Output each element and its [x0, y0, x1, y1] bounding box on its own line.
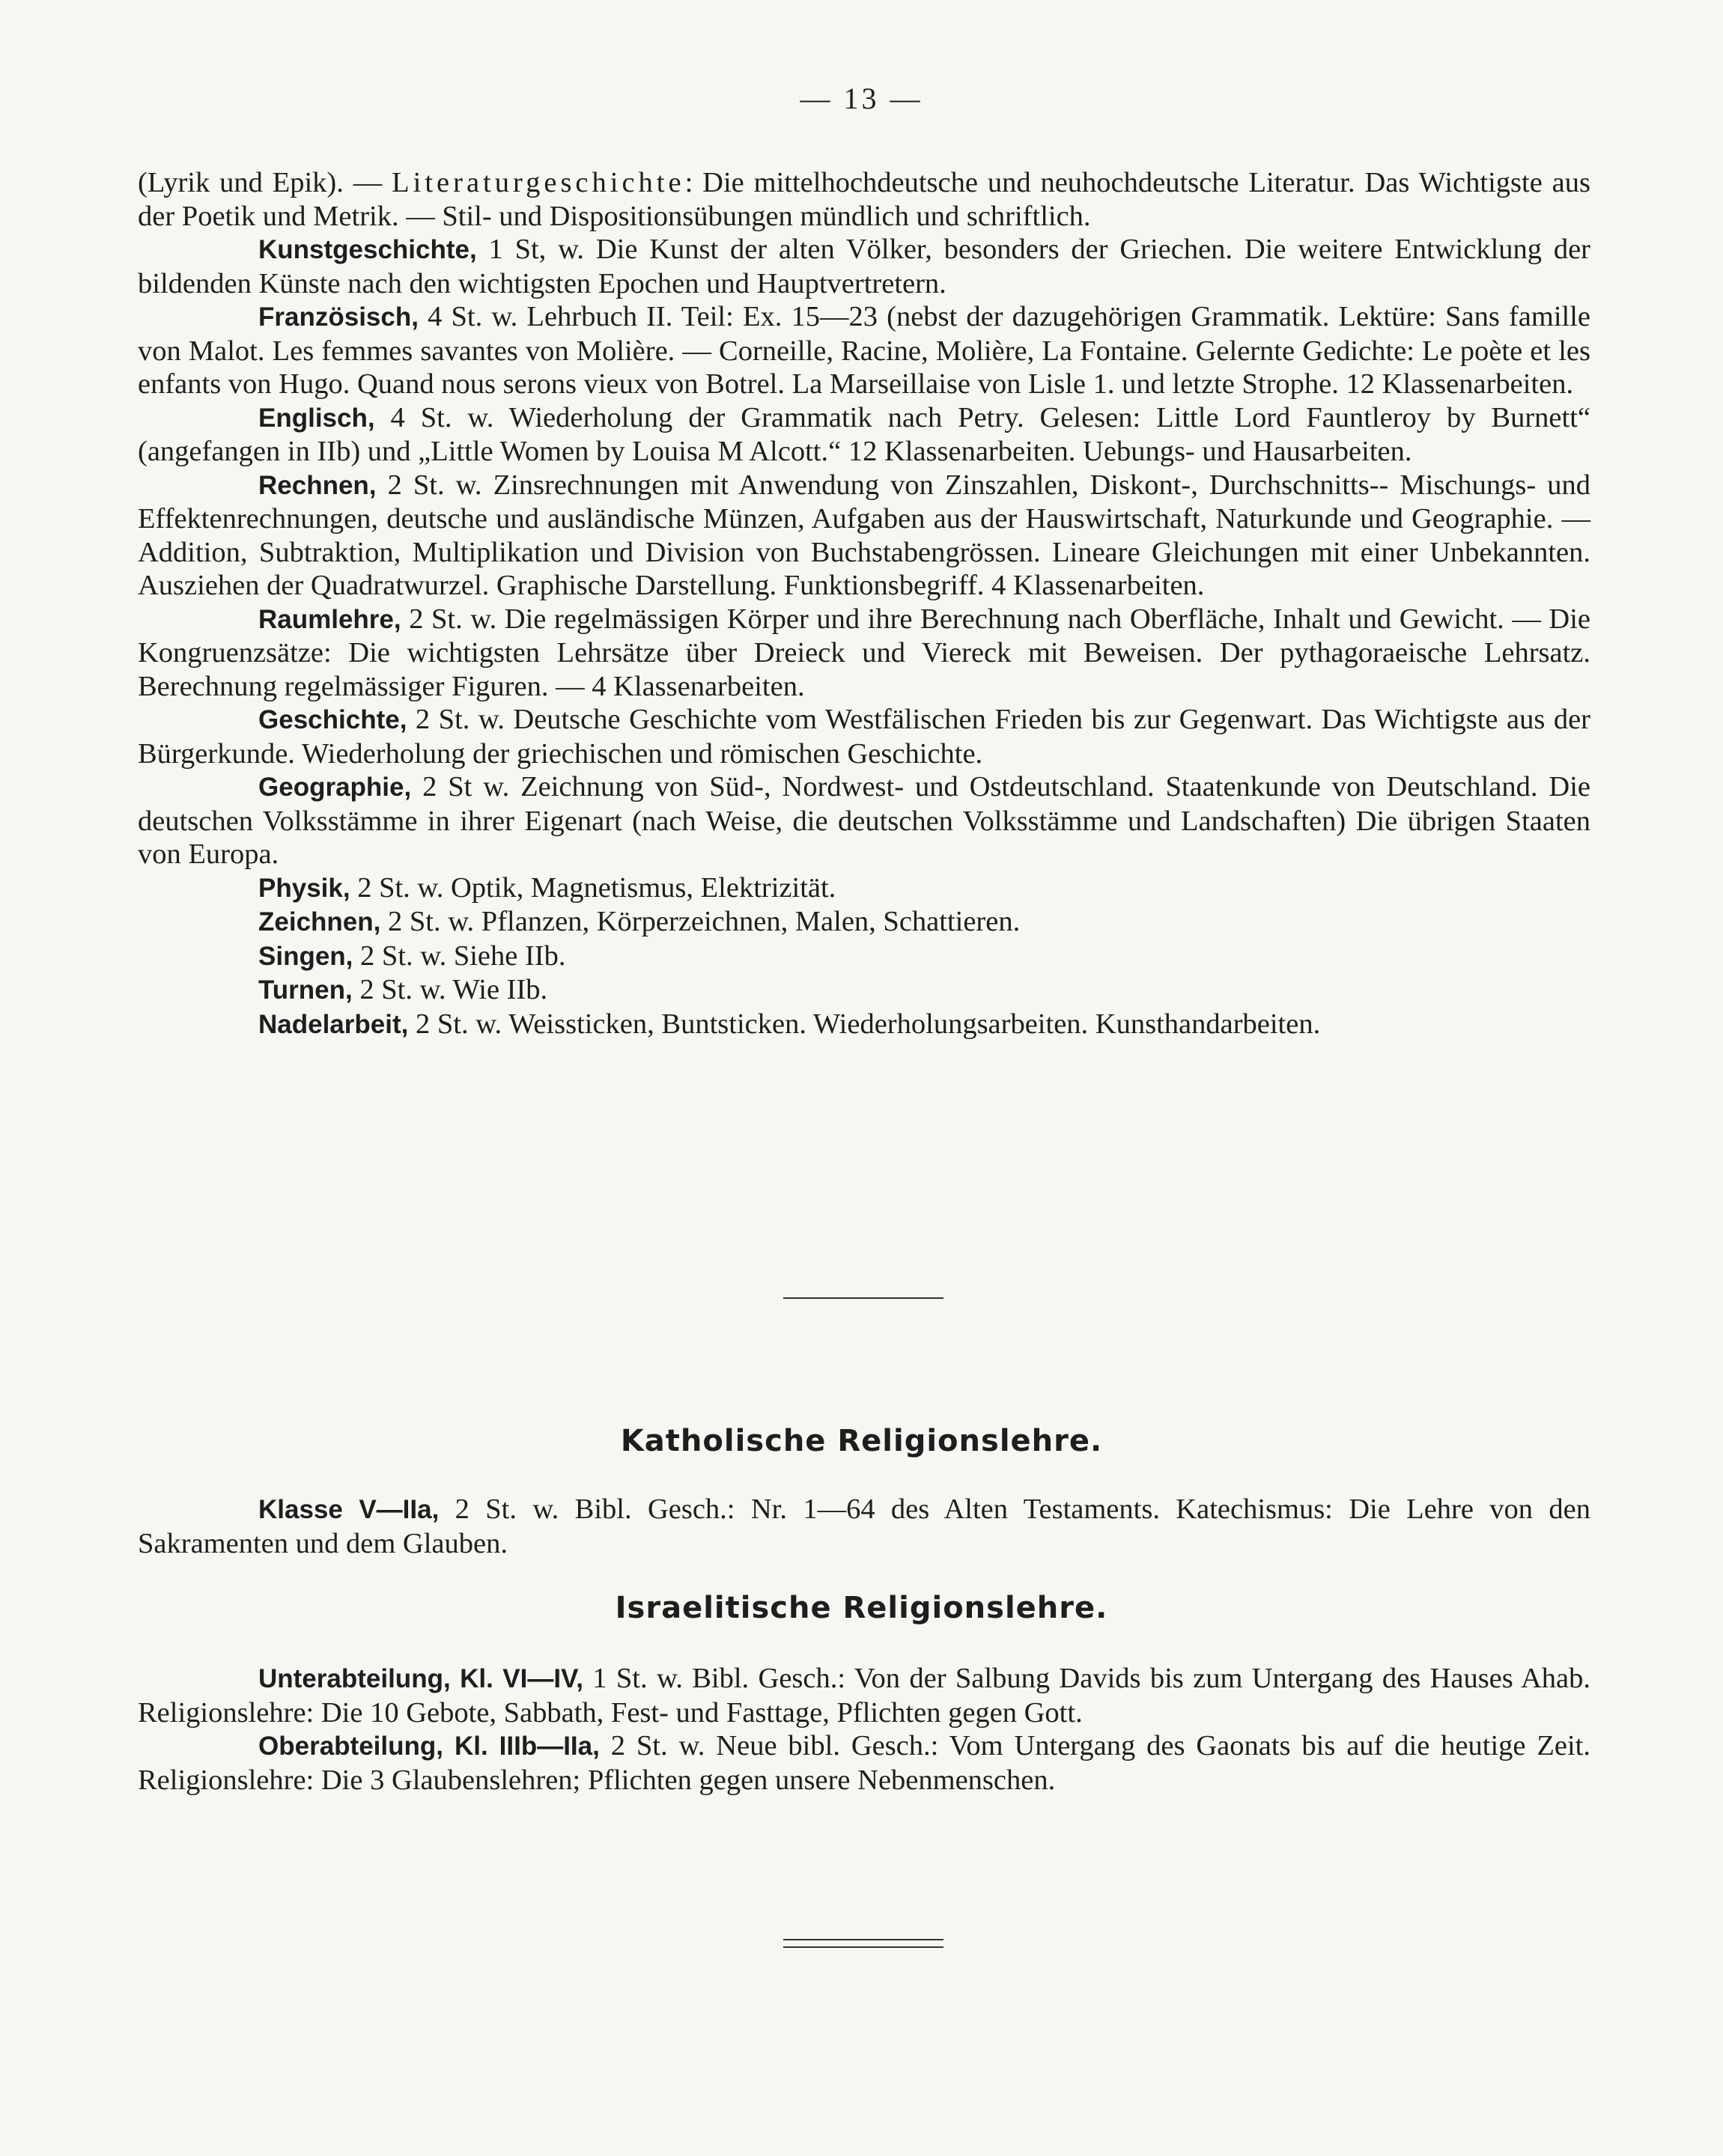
subject-name: Geschichte, [258, 705, 407, 734]
literaturgeschichte-term: Literaturgeschichte [392, 167, 685, 198]
page-number: — 13 — [800, 82, 923, 115]
end-rule-top [783, 1939, 943, 1940]
israelitische-heading: Israelitische Religionslehre. [615, 1591, 1108, 1625]
end-rule-bottom [783, 1946, 943, 1948]
subject-entry: Rechnen, 2 St. w. Zinsrechnungen mit Anwendung von Zinszahlen, Diskont-, Durchschnitts-- Mischungs- und Effektenrechnungen, deutsche und ausländische Münzen, Aufgaben aus der Hauswirtschaft, Naturkunde und Geographie. — Addition, Subtraktion, Multiplikation und Division von Buchstabengrössen. Lineare Gleichungen mit einer Unbekannten. Ausziehen der Quadratwurzel. Graphische Darstellung. Funktionsbegriff. 4 Klassenarbeiten. [138, 469, 1590, 601]
subject-name: Kunstgeschichte, [258, 235, 477, 264]
subject-name: Nadelarbeit, [258, 1009, 409, 1039]
subject-entry: Raumlehre, 2 St. w. Die regelmässigen Körper und ihre Berechnung nach Oberfläche, Inhalt und Gewicht. — Die Kongruenzsätze: Die wichtigsten Lehrsätze über Dreieck und Viereck mit Beweisen. Der pythagoraeische Lehrsatz. Berechnung regelmässiger Figuren. — 4 Klassenarbeiten. [138, 603, 1590, 702]
subject-name: Turnen, [258, 975, 353, 1005]
katholische-heading: Katholische Religionslehre. [620, 1424, 1103, 1458]
subject-name: Rechnen, [258, 470, 377, 500]
religion-class-label: Unterabteilung, Kl. VI—IV, [258, 1664, 583, 1693]
subject-entry: Physik, 2 St. w. Optik, Magnetismus, Elektrizität. [258, 871, 836, 904]
subject-name: Geographie, [258, 773, 412, 802]
religion-entry: Unterabteilung, Kl. VI—IV, 1 St. w. Bibl. Gesch.: Von der Salbung Davids bis zum Untergang des Hauses Ahab. Religionslehre: Die 10 Gebote, Sabbath, Fest- und Fasttage, Pflichten gegen Gott. [138, 1663, 1590, 1729]
subject-entry: Französisch, 4 St. w. Lehrbuch II. Teil: Ex. 15—23 (nebst der dazugehörigen Grammatik. Lektüre: Sans famille von Malot. Les femmes savantes von Molière. — Corneille, Racine, Molière, La Fontaine. Gelernte Gedichte: Le poète et les enfants von Hugo. Quand nous serons vieux von Botrel. La Marseillaise von Lisle 1. und letzte Strophe. 12 Klassenarbeiten. [138, 301, 1590, 400]
subject-entry: Geschichte, 2 St. w. Deutsche Geschichte vom Westfälischen Frieden bis zur Gegenwart. Das Wichtigste aus der Bürgerkunde. Wiederholung der griechischen und römischen Geschichte. [138, 704, 1590, 770]
subject-entry: Nadelarbeit, 2 St. w. Weissticken, Buntsticken. Wiederholungsarbeiten. Kunsthandarbeiten. [258, 1008, 1321, 1040]
subject-entry: Kunstgeschichte, 1 St, w. Die Kunst der alten Völker, besonders der Griechen. Die weitere Entwicklung der bildenden Künste nach den wichtigsten Epochen und Hauptvertretern. [138, 234, 1590, 299]
section-divider [783, 1297, 943, 1299]
subject-entry: Zeichnen, 2 St. w. Pflanzen, Körperzeichnen, Malen, Schattieren. [258, 906, 1021, 937]
israelitische-section [138, 1662, 1590, 1797]
religion-class-label: Oberabteilung, Kl. IIIb—IIa, [258, 1732, 600, 1761]
subject-entry: Singen, 2 St. w. Siehe IIb. [258, 940, 566, 972]
subject-name: Raumlehre, [258, 604, 401, 634]
subject-name: Singen, [258, 941, 353, 971]
subject-name: Zeichnen, [258, 907, 381, 937]
subject-entry: Geographie, 2 St w. Zeichnung von Süd-, Nordwest- und Ostdeutschland. Staatenkunde von Deutschland. Die deutschen Volksstämme in ihrer Eigenart (nach Weise, die deutschen Volksstämme und Landschaften) Die übrigen Staaten von Europa. [138, 771, 1590, 870]
subject-name: Englisch, [258, 403, 375, 433]
subject-entry: Turnen, 2 St. w. Wie IIb. [258, 974, 548, 1005]
subject-name: Französisch, [258, 302, 419, 332]
curriculum-body [138, 166, 1590, 1041]
religion-entry: Klasse V—IIa, 2 St. w. Bibl. Gesch.: Nr. 1—64 des Alten Testaments. Katechismus: Die Lehre von den Sakramenten und dem Glauben. [138, 1493, 1590, 1559]
intro-paragraph: (Lyrik und Epik). — Literaturgeschichte: Die mittelhochdeutsche und neuhochdeutsche Literatur. Das Wichtigste aus der Poetik und Metrik. — Stil- und Dispositionsübungen mündlich und schriftlich. [138, 167, 1590, 232]
religion-class-label: Klasse V—IIa, [258, 1495, 440, 1524]
katholische-section [138, 1493, 1590, 1560]
religion-entry: Oberabteilung, Kl. IIIb—IIa, 2 St. w. Neue bibl. Gesch.: Vom Untergang des Gaonats bis auf die heutige Zeit. Religionslehre: Die 3 Glaubenslehren; Pflichten gegen unsere Nebenmenschen. [138, 1730, 1591, 1796]
subject-entry: Englisch, 4 St. w. Wiederholung der Grammatik nach Petry. Gelesen: Little Lord Fauntleroy by Burnett“ (angefangen in IIb) und „Little Women by Louisa M Alcott.“ 12 Klassenarbeiten. Uebungs- und Hausarbeiten. [138, 401, 1590, 467]
subject-name: Physik, [258, 873, 350, 903]
